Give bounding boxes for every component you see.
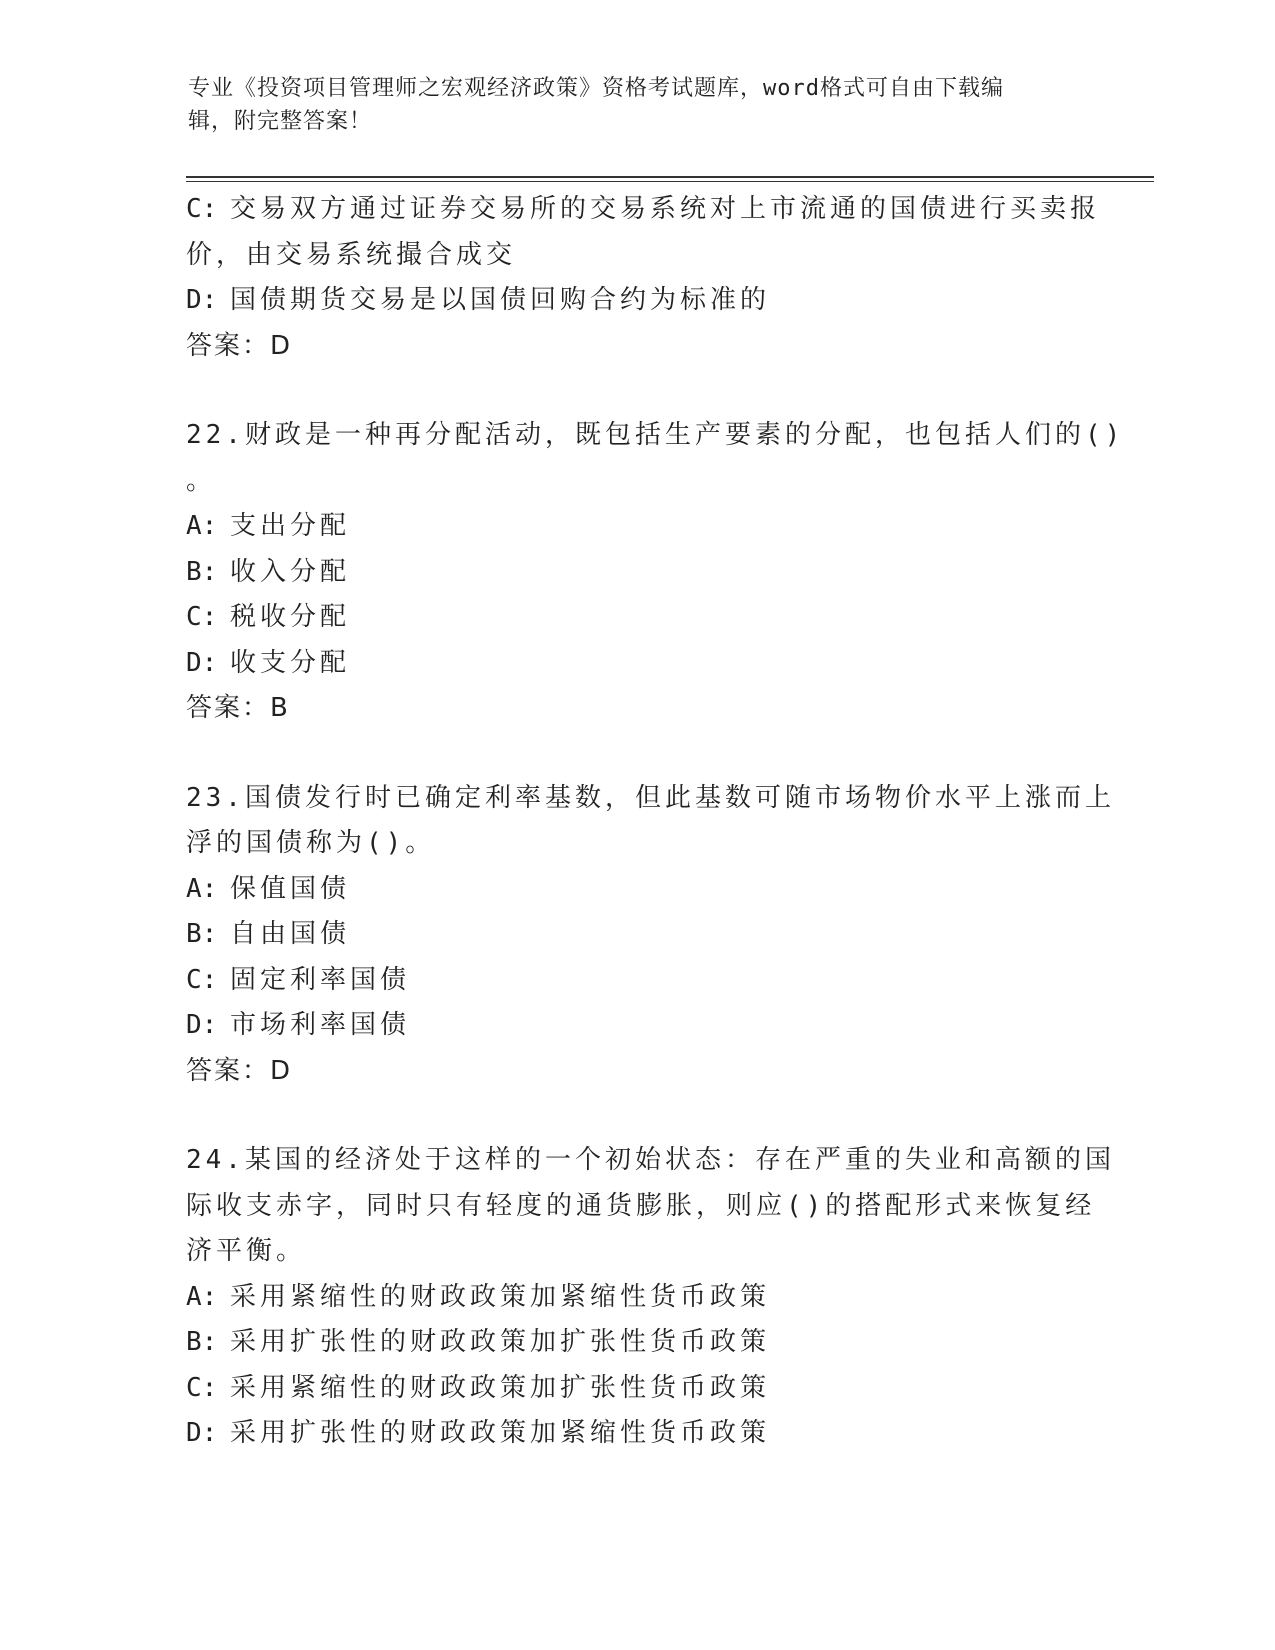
question-content [186,187,1125,1457]
answer-value: D [270,1055,293,1086]
option-text: 交易双方通过证券交易所的交易系统对上市流通的国债进行买卖报 [230,194,1101,224]
option-a [186,1275,1086,1321]
option-label: A: [186,511,218,541]
option-label: A: [186,873,218,904]
question-stem: 23.国债发行时已确定利率基数，但此基数可随市场物价水平上涨而上 [186,782,1115,813]
option-d [186,641,1086,687]
option-label: D: [186,1418,218,1448]
option-a [186,504,1086,550]
page-header [188,72,1068,138]
question-23 [186,776,1115,1095]
option-label: C: [186,194,218,224]
option-label: D: [186,285,218,315]
option-c-continuation: 价，由交易系统撮合成交 [186,239,517,270]
option-a [186,867,1086,913]
question-stem-continuation: 际收支赤字，同时只有轻度的通货膨胀，则应()的搭配形式来恢复经 [186,1190,1096,1221]
answer-value: B [270,693,290,723]
option-label: B: [186,556,218,587]
answer-line [186,686,1086,732]
option-c [186,187,1101,233]
option-b [186,550,1086,596]
answer-label: 答案： [186,693,271,723]
question-stem: 24.某国的经济处于这样的一个初始状态：存在严重的失业和高额的国 [186,1145,1115,1175]
question-spacer [186,732,1086,776]
option-b [186,912,1086,958]
option-text: 保值国债 [230,873,351,904]
option-c [186,1366,1086,1412]
option-text: 采用紧缩性的财政政策加紧缩性货币政策 [230,1281,771,1312]
question-21-tail [186,187,1101,369]
option-b [186,1320,1086,1366]
question-stem-continuation: 济平衡。 [186,1236,307,1266]
question-22 [186,413,1125,732]
answer-line [186,324,1086,370]
header-line-1: 专业《投资项目管理师之宏观经济政策》资格考试题库，word格式可自由下载编 [188,76,1004,101]
question-spacer [186,1094,1086,1138]
option-label: C: [186,602,218,632]
option-label: C: [186,1372,218,1403]
answer-line [186,1049,1086,1095]
header-divider-thin [186,181,1154,182]
question-stem: 22.财政是一种再分配活动，既包括生产要素的分配，也包括人们的() [186,420,1125,450]
option-text: 市场利率国债 [230,1010,411,1040]
option-c [186,595,1086,641]
header-divider-thick [186,176,1154,178]
option-d [186,1411,1086,1457]
option-text: 支出分配 [230,511,351,541]
option-d [186,1003,1086,1049]
option-text: 收入分配 [230,556,351,587]
option-text: 采用扩张性的财政政策加扩张性货币政策 [230,1327,771,1357]
question-stem-continuation: 浮的国债称为()。 [186,828,436,858]
question-stem-continuation: 。 [186,465,217,496]
option-text: 税收分配 [230,602,351,632]
option-d [186,278,1086,324]
question-spacer [186,369,1086,413]
header-line-2: 辑，附完整答案！ [188,109,373,134]
option-text: 采用紧缩性的财政政策加扩张性货币政策 [230,1372,771,1403]
answer-label: 答案： [186,330,271,361]
option-label: D: [186,1010,218,1040]
option-label: A: [186,1281,218,1312]
answer-value: D [270,330,293,361]
answer-label: 答案： [186,1055,271,1086]
option-label: B: [186,919,218,949]
option-label: C: [186,964,218,995]
option-text: 固定利率国债 [230,964,411,995]
option-text: 国债期货交易是以国债回购合约为标准的 [230,285,771,315]
option-text: 采用扩张性的财政政策加紧缩性货币政策 [230,1418,771,1448]
option-c [186,958,1086,1004]
question-24 [186,1138,1115,1457]
option-text: 收支分配 [230,647,351,678]
option-label: B: [186,1327,218,1357]
option-label: D: [186,647,218,678]
option-text: 自由国债 [230,919,351,949]
